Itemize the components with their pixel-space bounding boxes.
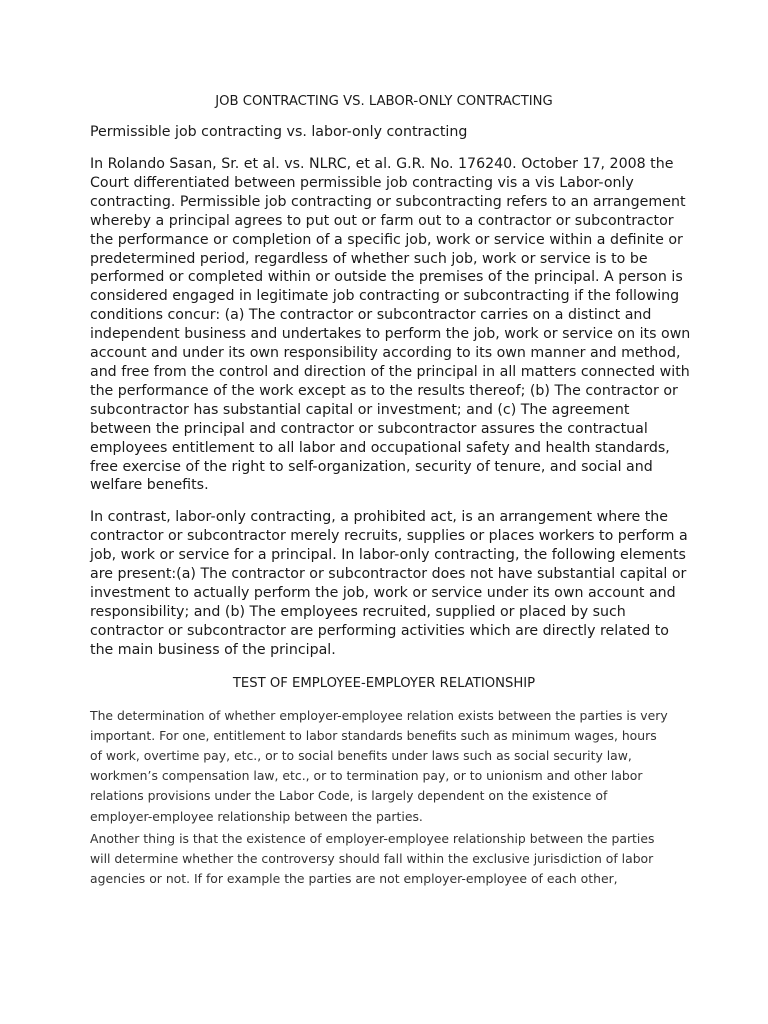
paragraph-line: Court differentiated between permissible job contracting vis a vis Labor-only <box>90 174 634 191</box>
paragraph-line: account and under its own responsibility according to its own manner and method, <box>90 345 681 362</box>
paragraph-line: between the principal and contractor or subcontractor assures the contractual <box>90 420 648 437</box>
paragraph-line: In Rolando Sasan, Sr. et al. vs. NLRC, et al. G.R. No. 176240. October 17, 2008 the <box>90 156 674 172</box>
paragraph-line: and free from the control and direction of the principal in all matters connected with <box>90 363 690 380</box>
paragraph-determination <box>90 706 690 827</box>
paragraph-line: whereby a principal agrees to put out or farm out to a contractor or subcontractor <box>90 212 674 229</box>
paragraph-line: contracting. Permissible job contracting or subcontracting refers to an arrangement <box>90 193 686 210</box>
paragraph-line: the performance of the work except as to the results thereof; (b) The contractor or <box>90 382 678 399</box>
paragraph-line: conditions concur: (a) The contractor or subcontractor carries on a distinct and <box>90 307 652 324</box>
paragraph-line: job, work or service for a principal. In labor-only contracting, the following elements <box>90 547 686 564</box>
paragraph-line: In contrast, labor-only contracting, a prohibited act, is an arrangement where the <box>90 509 668 526</box>
paragraph-line: performed or completed within or outside the premises of the principal. A person is <box>90 269 683 286</box>
paragraph-line: important. For one, entitlement to labor standards benefits such as minimum wages, hours <box>90 727 657 743</box>
paragraph-line: predetermined period, regardless of whether such job, work or service is to be <box>90 250 648 267</box>
paragraph-job-contracting <box>90 155 690 495</box>
paragraph-line: independent business and undertakes to perform the job, work or service on its own <box>90 326 691 343</box>
paragraph-line: relations provisions under the Labor Code, is largely dependent on the existence of <box>90 788 608 804</box>
document-body <box>90 92 690 889</box>
paragraph-line: the main business of the principal. <box>90 641 336 658</box>
paragraph-line: investment to actually perform the job, work or service under its own account and <box>90 584 676 601</box>
document-subtitle: Permissible job contracting vs. labor-only contracting <box>90 124 468 140</box>
paragraph-line: considered engaged in legitimate job contracting or subcontracting if the following <box>90 288 680 305</box>
paragraph-line: of work, overtime pay, etc., or to social benefits under laws such as social security law, <box>90 747 632 763</box>
paragraph-jurisdiction <box>90 829 690 890</box>
paragraph-line: subcontractor has substantial capital or investment; and (c) The agreement <box>90 401 630 418</box>
paragraph-line: the performance or completion of a specific job, work or service within a definite or <box>90 231 683 248</box>
section-title: TEST OF EMPLOYEE-EMPLOYER RELATIONSHIP <box>232 675 536 691</box>
paragraph-line: Another thing is that the existence of employer-employee relationship between the parties <box>90 830 655 846</box>
paragraph-line: contractor or subcontractor are performing activities which are directly related to <box>90 622 669 639</box>
paragraph-line: employees entitlement to all labor and occupational safety and health standards, <box>90 439 670 456</box>
paragraph-line: The determination of whether employer-employee relation exists between the parties is very <box>90 707 668 723</box>
document-title: JOB CONTRACTING VS. LABOR-ONLY CONTRACTING <box>215 94 553 109</box>
paragraph-line: workmen’s compensation law, etc., or to termination pay, or to unionism and other labor <box>90 768 643 784</box>
paragraph-line: free exercise of the right to self-organization, security of tenure, and social and <box>90 458 653 475</box>
paragraph-line: welfare benefits. <box>90 477 209 494</box>
paragraph-line: contractor or subcontractor merely recruits, supplies or places workers to perform a <box>90 528 688 545</box>
paragraph-line: employer-employee relationship between the parties. <box>90 808 423 824</box>
paragraph-labor-only-contracting <box>90 508 690 659</box>
paragraph-line: will determine whether the controversy should fall within the exclusive jurisdiction of labor <box>90 850 654 866</box>
paragraph-line: agencies or not. If for example the parties are not employer-employee of each other, <box>90 871 618 887</box>
paragraph-line: are present:(a) The contractor or subcontractor does not have substantial capital or <box>90 566 687 583</box>
paragraph-line: responsibility; and (b) The employees recruited, supplied or placed by such <box>90 603 626 620</box>
